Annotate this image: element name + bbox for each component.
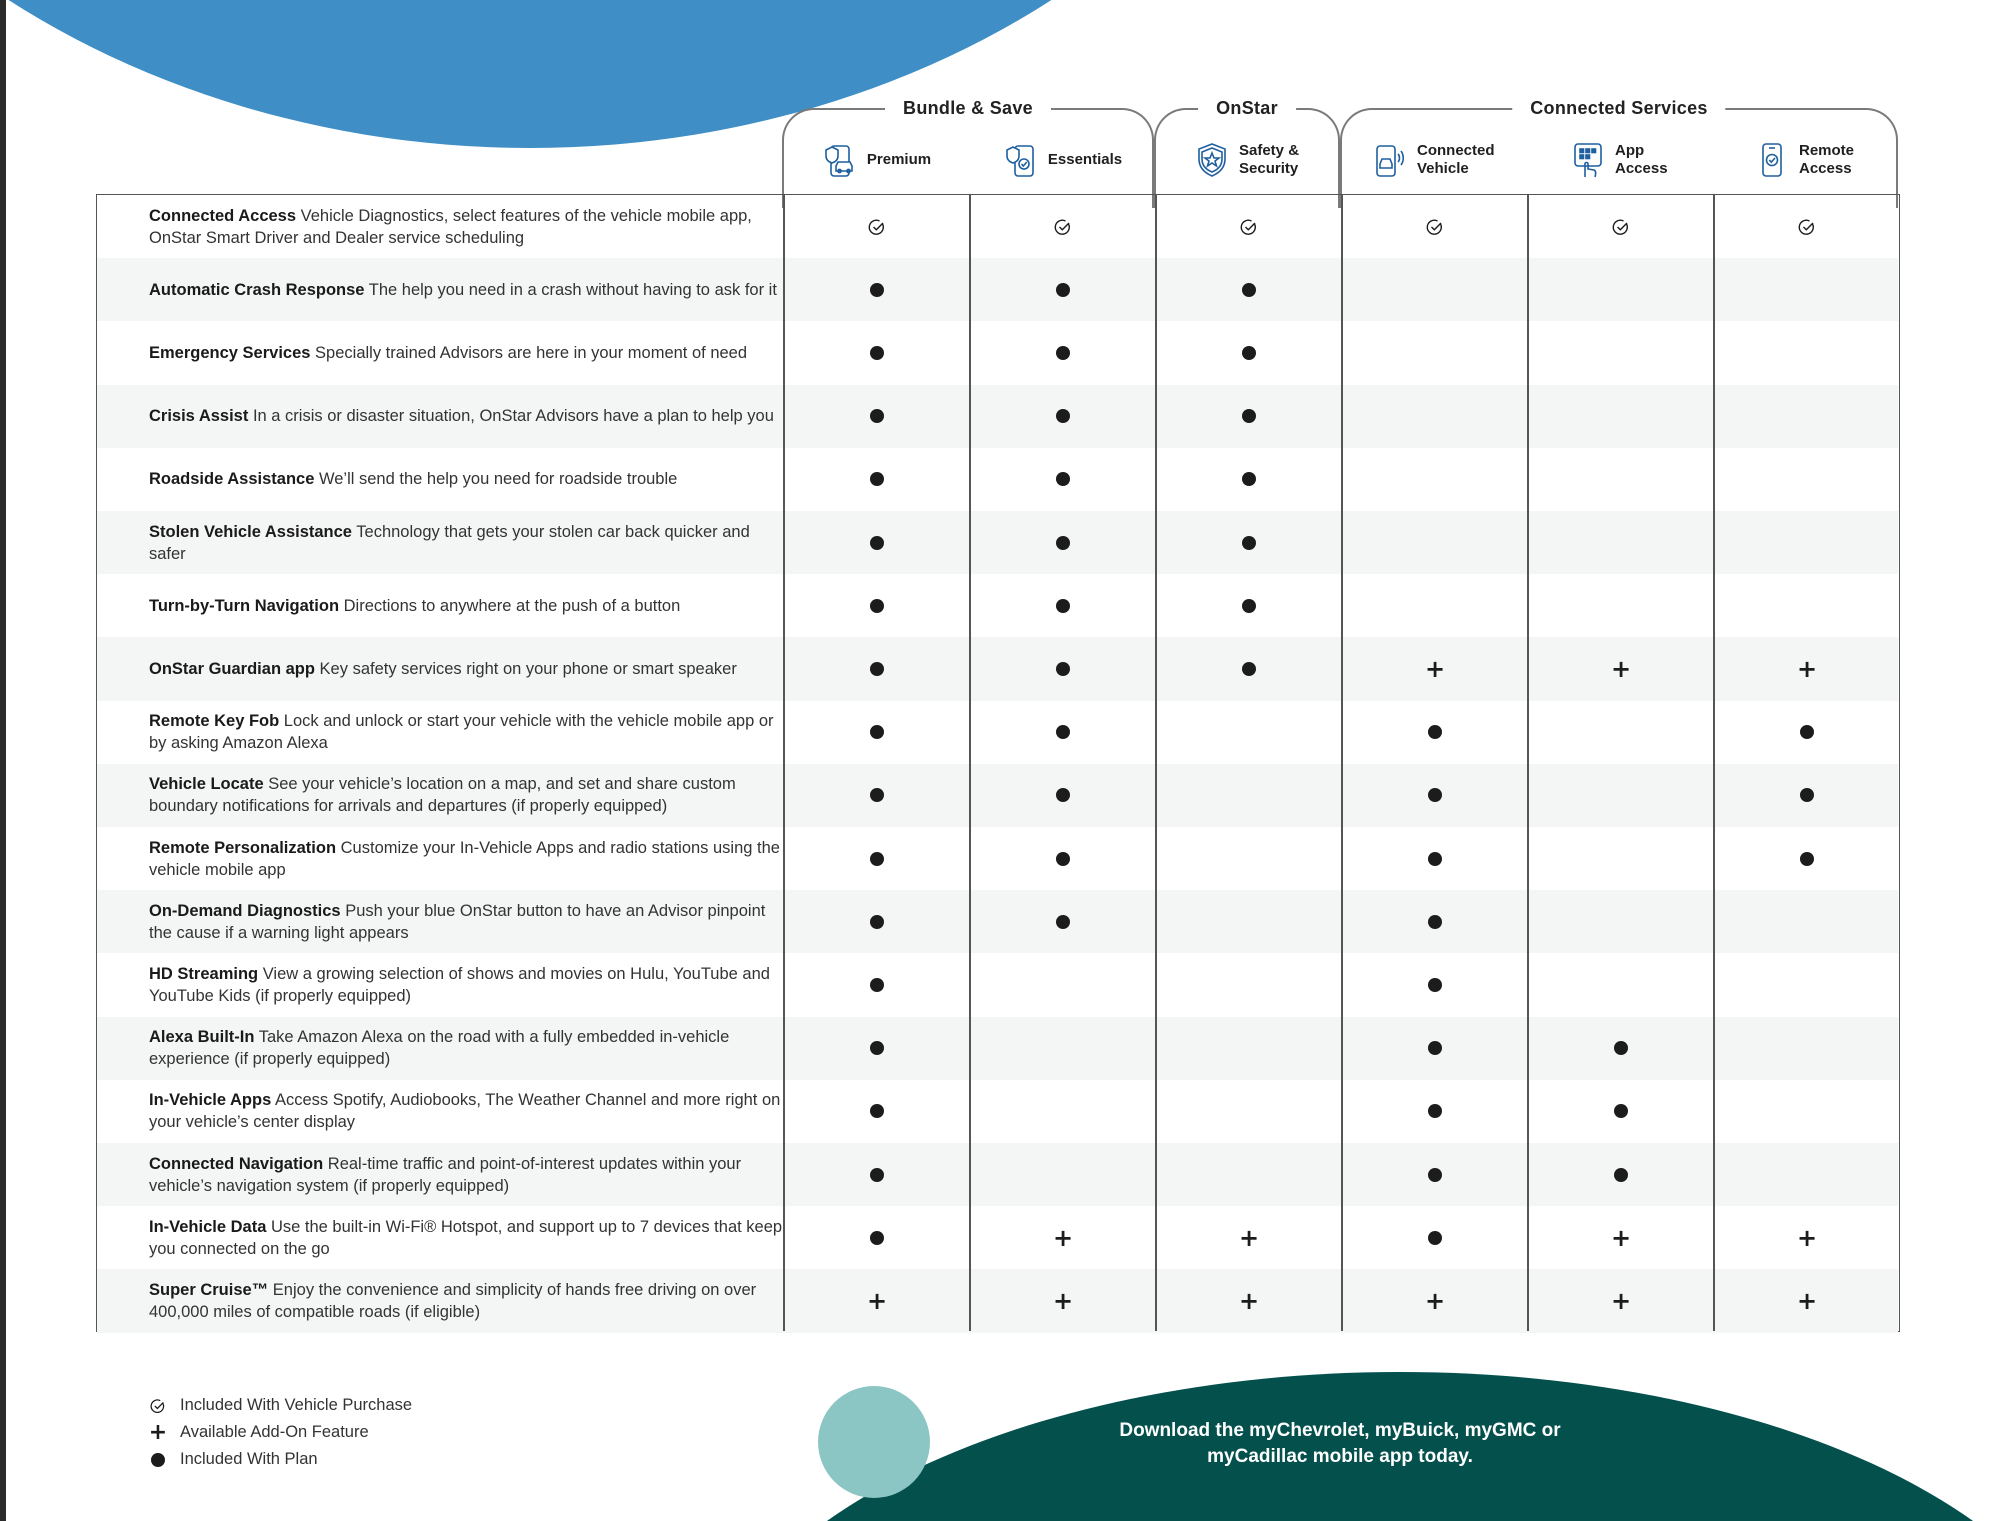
- table-row: [97, 1206, 1898, 1269]
- dot-icon: [870, 1168, 884, 1182]
- table-row: [97, 1143, 1898, 1206]
- circle-check-icon: [1612, 218, 1630, 236]
- table-cell: [1342, 1143, 1528, 1206]
- plus-icon: +: [1796, 1286, 1818, 1315]
- dot-icon: [870, 1231, 884, 1245]
- table-row: [97, 574, 1898, 637]
- feature-detail: Directions to anywhere at the push of a button: [343, 596, 681, 615]
- dot-icon: [1428, 1168, 1442, 1182]
- table-row: [97, 1269, 1898, 1332]
- table-row: [97, 1017, 1898, 1080]
- plan-header-app-access: [1528, 132, 1714, 188]
- table-cell: [1528, 890, 1714, 953]
- table-row: [97, 511, 1898, 574]
- table-cell: [1714, 574, 1900, 637]
- dot-icon: [1056, 409, 1070, 423]
- feature-description: [149, 658, 789, 680]
- feature-name: Turn-by-Turn Navigation: [149, 596, 340, 615]
- table-cell: [1342, 827, 1528, 890]
- plan-label: Connected Vehicle: [1417, 142, 1495, 177]
- table-row: [97, 953, 1898, 1016]
- feature-description: [149, 1216, 789, 1260]
- feature-name: In-Vehicle Apps: [149, 1091, 272, 1110]
- group-title: OnStar: [1198, 98, 1296, 119]
- feature-detail: View a growing selection of shows and movies on Hulu, YouTube and YouTube Kids (if properly equipped): [149, 964, 770, 1005]
- table-cell: [970, 1017, 1156, 1080]
- plan-label: Premium: [866, 151, 932, 168]
- table-cell: [1528, 321, 1714, 384]
- dot-icon: [1056, 915, 1070, 929]
- table-cell: [1342, 1269, 1528, 1332]
- plus-icon: +: [1238, 1286, 1260, 1315]
- dot-icon: [870, 283, 884, 297]
- group-title: Connected Services: [1512, 98, 1725, 119]
- column-divider: [1155, 195, 1157, 1331]
- feature-description: [149, 279, 789, 301]
- plan-header-safety-security: [1156, 132, 1342, 188]
- table-row: [97, 890, 1898, 953]
- table-cell: [1342, 890, 1528, 953]
- table-cell: [970, 1143, 1156, 1206]
- table-cell: [1528, 385, 1714, 448]
- feature-name: Vehicle Locate: [149, 775, 264, 794]
- table-cell: [970, 258, 1156, 321]
- decorative-teal-circle: [818, 1386, 930, 1498]
- table-cell: [1528, 1206, 1714, 1269]
- table-cell: [1528, 637, 1714, 700]
- star-shield-icon: [1195, 140, 1229, 180]
- legend-label: Included With Vehicle Purchase: [180, 1396, 413, 1414]
- dot-icon: [1428, 915, 1442, 929]
- dot-icon: [1800, 852, 1814, 866]
- table-cell: [1156, 764, 1342, 827]
- feature-description: [149, 1089, 789, 1133]
- table-cell: [1714, 764, 1900, 827]
- legend: [150, 1392, 412, 1473]
- table-row: [97, 385, 1898, 448]
- dot-icon: [1242, 346, 1256, 360]
- phone-check-icon: [1755, 140, 1789, 180]
- dot-icon: [1428, 1231, 1442, 1245]
- circle-check-icon: [1240, 218, 1258, 236]
- table-cell: [970, 574, 1156, 637]
- feature-name: Emergency Services: [149, 343, 311, 362]
- dot-icon: [870, 536, 884, 550]
- table-cell: [1342, 574, 1528, 637]
- feature-description: [149, 521, 789, 565]
- table-cell: [1342, 448, 1528, 511]
- dot-icon: [870, 662, 884, 676]
- feature-detail: Customize your In-Vehicle Apps and radio stations using the vehicle mobile app: [149, 838, 780, 879]
- feature-name: Crisis Assist: [149, 407, 249, 426]
- table-cell: [970, 701, 1156, 764]
- dot-icon: [1056, 788, 1070, 802]
- dot-icon: [870, 978, 884, 992]
- table-cell: [1156, 1017, 1342, 1080]
- plus-icon: +: [1424, 1286, 1446, 1315]
- circle-check-icon: [150, 1397, 166, 1415]
- table-cell: [1714, 448, 1900, 511]
- table-cell: [1528, 195, 1714, 258]
- dot-icon: [151, 1453, 165, 1467]
- dot-icon: [1056, 852, 1070, 866]
- table-cell: [1714, 701, 1900, 764]
- page-edge: [0, 0, 6, 1521]
- table-cell: [1342, 1080, 1528, 1143]
- feature-description: [149, 837, 789, 881]
- table-cell: [1528, 1269, 1714, 1332]
- dot-icon: [870, 725, 884, 739]
- dot-icon: [1800, 788, 1814, 802]
- dot-icon: [1614, 1041, 1628, 1055]
- feature-description: [149, 405, 789, 427]
- plus-icon: +: [148, 1419, 168, 1445]
- table-cell: [1714, 195, 1900, 258]
- legend-label: Included With Plan: [180, 1450, 318, 1468]
- feature-detail: We’ll send the help you need for roadside trouble: [318, 470, 678, 489]
- phone-car-signal-icon: [1373, 140, 1407, 180]
- table-cell: [1156, 385, 1342, 448]
- table-cell: [1528, 953, 1714, 1016]
- table-cell: [970, 195, 1156, 258]
- table-cell: [1156, 953, 1342, 1016]
- table-cell: [970, 890, 1156, 953]
- plus-icon: +: [1424, 654, 1446, 683]
- feature-name: Super Cruise™: [149, 1280, 269, 1299]
- feature-name: In-Vehicle Data: [149, 1217, 267, 1236]
- table-cell: [784, 890, 970, 953]
- table-cell: [1714, 890, 1900, 953]
- table-cell: [1342, 637, 1528, 700]
- column-divider: [1527, 195, 1529, 1331]
- app-grid-hand-icon: [1571, 140, 1605, 180]
- dot-icon: [870, 1104, 884, 1118]
- table-cell: [1714, 511, 1900, 574]
- plan-label: Safety & Security: [1239, 142, 1300, 177]
- table-cell: [784, 1269, 970, 1332]
- plus-icon: +: [1610, 1223, 1632, 1252]
- table-cell: [1156, 1080, 1342, 1143]
- feature-description: [149, 342, 789, 364]
- table-cell: [970, 953, 1156, 1016]
- table-row: [97, 701, 1898, 764]
- table-row: [97, 1080, 1898, 1143]
- plan-label: Essentials: [1047, 151, 1123, 168]
- plan-header-premium: [784, 132, 970, 188]
- table-cell: [784, 953, 970, 1016]
- circle-check-icon: [1054, 218, 1072, 236]
- feature-name: Remote Key Fob: [149, 712, 280, 731]
- feature-detail: Vehicle Diagnostics, select features of the vehicle mobile app, OnStar Smart Driver and Dealer service scheduling: [149, 206, 752, 247]
- table-cell: [784, 511, 970, 574]
- table-cell: [784, 764, 970, 827]
- dot-icon: [1428, 725, 1442, 739]
- table-row: [97, 827, 1898, 890]
- table-row: [97, 764, 1898, 827]
- table-cell: [970, 448, 1156, 511]
- table-cell: [1714, 827, 1900, 890]
- plus-icon: +: [1052, 1223, 1074, 1252]
- plan-header-remote-access: [1714, 132, 1900, 188]
- table-cell: [1156, 574, 1342, 637]
- dot-icon: [870, 472, 884, 486]
- table-cell: [1342, 511, 1528, 574]
- feature-detail: See your vehicle’s location on a map, and set and share custom boundary notifications for arrivals and departures (if properly equipped): [149, 775, 736, 816]
- table-cell: [1156, 321, 1342, 384]
- table-cell: [1714, 1206, 1900, 1269]
- table-cell: [1156, 1206, 1342, 1269]
- feature-name: OnStar Guardian app: [149, 659, 315, 678]
- table-cell: [1342, 953, 1528, 1016]
- table-cell: [784, 448, 970, 511]
- table-cell: [1528, 827, 1714, 890]
- download-app-cta: Download the myChevrolet, myBuick, myGMC or myCadillac mobile app today.: [1119, 1420, 1561, 1467]
- dot-icon: [1428, 1104, 1442, 1118]
- feature-comparison-table: [96, 194, 1900, 1332]
- table-cell: [970, 764, 1156, 827]
- table-cell: [1714, 321, 1900, 384]
- table-cell: [784, 321, 970, 384]
- feature-name: Stolen Vehicle Assistance: [149, 522, 352, 541]
- table-cell: [1528, 701, 1714, 764]
- feature-description: [149, 1153, 789, 1197]
- legend-label: Available Add-On Feature: [180, 1423, 369, 1441]
- table-cell: [1714, 1080, 1900, 1143]
- table-cell: [1528, 764, 1714, 827]
- table-cell: [970, 1080, 1156, 1143]
- table-cell: [1342, 701, 1528, 764]
- feature-detail: Technology that gets your stolen car back quicker and safer: [149, 522, 750, 563]
- dot-icon: [1428, 852, 1442, 866]
- table-cell: [1156, 827, 1342, 890]
- table-cell: [784, 1017, 970, 1080]
- car-shield-phone-icon: [823, 140, 857, 180]
- table-cell: [1342, 1206, 1528, 1269]
- table-cell: [1156, 701, 1342, 764]
- table-cell: [1156, 1143, 1342, 1206]
- feature-detail: Specially trained Advisors are here in your moment of need: [315, 343, 748, 362]
- dot-icon: [1056, 662, 1070, 676]
- table-cell: [1156, 195, 1342, 258]
- plus-icon: +: [1796, 654, 1818, 683]
- dot-icon: [1056, 346, 1070, 360]
- feature-description: [149, 595, 789, 617]
- feature-description: [149, 900, 789, 944]
- table-cell: [970, 1269, 1156, 1332]
- dot-icon: [1242, 283, 1256, 297]
- table-cell: [1342, 258, 1528, 321]
- table-cell: [1714, 953, 1900, 1016]
- feature-detail: Lock and unlock or start your vehicle with the vehicle mobile app or by asking Amazon Alexa: [149, 712, 774, 753]
- circle-check-icon: [868, 218, 886, 236]
- feature-name: Remote Personalization: [149, 838, 337, 857]
- table-cell: [1528, 511, 1714, 574]
- feature-detail: Key safety services right on your phone or smart speaker: [319, 659, 737, 678]
- table-cell: [1342, 764, 1528, 827]
- table-cell: [970, 827, 1156, 890]
- group-title: Bundle & Save: [885, 98, 1051, 119]
- column-divider: [783, 195, 785, 1331]
- table-cell: [1156, 511, 1342, 574]
- dot-icon: [870, 1041, 884, 1055]
- table-cell: [970, 637, 1156, 700]
- shield-phone-icon: [1004, 140, 1038, 180]
- feature-description: [149, 963, 789, 1007]
- feature-description: [149, 773, 789, 817]
- table-cell: [1156, 890, 1342, 953]
- feature-name: Automatic Crash Response: [149, 280, 365, 299]
- column-divider: [1713, 195, 1715, 1331]
- table-cell: [784, 385, 970, 448]
- table-cell: [784, 701, 970, 764]
- feature-detail: Push your blue OnStar button to have an Advisor pinpoint the cause if a warning light appears: [149, 901, 766, 942]
- table-cell: [1714, 385, 1900, 448]
- legend-item-included-vehicle: [150, 1392, 412, 1419]
- feature-detail: Take Amazon Alexa on the road with a fully embedded in-vehicle experience (if properly equipped): [149, 1028, 730, 1069]
- feature-detail: Real-time traffic and point-of-interest updates within your vehicle’s navigation system (if properly equipped): [149, 1154, 742, 1195]
- dot-icon: [1056, 599, 1070, 613]
- dot-icon: [1056, 536, 1070, 550]
- legend-item-add-on: [150, 1419, 412, 1446]
- table-cell: [1714, 258, 1900, 321]
- table-cell: [1714, 1269, 1900, 1332]
- plan-label: Remote Access: [1799, 142, 1855, 177]
- feature-detail: In a crisis or disaster situation, OnStar Advisors have a plan to help you: [252, 407, 774, 426]
- table-row: [97, 321, 1898, 384]
- plus-icon: +: [1238, 1223, 1260, 1252]
- table-cell: [1528, 1017, 1714, 1080]
- table-cell: [784, 827, 970, 890]
- table-cell: [970, 511, 1156, 574]
- dot-icon: [870, 346, 884, 360]
- table-cell: [1156, 448, 1342, 511]
- feature-name: Connected Navigation: [149, 1154, 324, 1173]
- plus-icon: +: [1610, 654, 1632, 683]
- table-cell: [784, 1143, 970, 1206]
- table-cell: [1714, 1143, 1900, 1206]
- feature-detail: Use the built-in Wi-Fi® Hotspot, and support up to 7 devices that keep you connected on the go: [149, 1217, 783, 1258]
- dot-icon: [1242, 599, 1256, 613]
- dot-icon: [870, 852, 884, 866]
- dot-icon: [1056, 283, 1070, 297]
- table-cell: [784, 258, 970, 321]
- dot-icon: [1428, 978, 1442, 992]
- plan-label: App Access: [1615, 142, 1668, 177]
- table-cell: [784, 195, 970, 258]
- table-cell: [1714, 1017, 1900, 1080]
- table-cell: [1342, 385, 1528, 448]
- plan-header-connected-vehicle: [1342, 132, 1528, 188]
- dot-icon: [870, 915, 884, 929]
- feature-description: [149, 710, 789, 754]
- table-cell: [1528, 1080, 1714, 1143]
- plan-header-essentials: [970, 132, 1156, 188]
- dot-icon: [1800, 725, 1814, 739]
- table-row: [97, 258, 1898, 321]
- plus-icon: +: [866, 1286, 888, 1315]
- dot-icon: [870, 788, 884, 802]
- table-cell: [1156, 1269, 1342, 1332]
- legend-item-included-plan: [150, 1446, 412, 1473]
- dot-icon: [1614, 1168, 1628, 1182]
- table-cell: [1342, 1017, 1528, 1080]
- column-divider: [969, 195, 971, 1331]
- feature-description: [149, 1279, 789, 1323]
- dot-icon: [1056, 725, 1070, 739]
- plus-icon: +: [1796, 1223, 1818, 1252]
- dot-icon: [870, 599, 884, 613]
- table-cell: [970, 1206, 1156, 1269]
- table-row: [97, 448, 1898, 511]
- dot-icon: [870, 409, 884, 423]
- table-cell: [784, 637, 970, 700]
- feature-description: [149, 468, 789, 490]
- table-row: [97, 637, 1898, 700]
- table-cell: [1528, 258, 1714, 321]
- feature-name: Connected Access: [149, 206, 297, 225]
- table-cell: [784, 1206, 970, 1269]
- plus-icon: +: [1610, 1286, 1632, 1315]
- circle-check-icon: [1426, 218, 1444, 236]
- feature-name: Alexa Built-In: [149, 1028, 255, 1047]
- column-divider: [1341, 195, 1343, 1331]
- dot-icon: [1614, 1104, 1628, 1118]
- feature-name: HD Streaming: [149, 964, 259, 983]
- dot-icon: [1242, 472, 1256, 486]
- dot-icon: [1242, 662, 1256, 676]
- dot-icon: [1242, 409, 1256, 423]
- table-cell: [1342, 321, 1528, 384]
- table-cell: [1342, 195, 1528, 258]
- table-cell: [970, 321, 1156, 384]
- feature-detail: The help you need in a crash without having to ask for it: [368, 280, 777, 299]
- dot-icon: [1056, 472, 1070, 486]
- dot-icon: [1428, 788, 1442, 802]
- feature-description: [149, 205, 789, 249]
- circle-check-icon: [1798, 218, 1816, 236]
- table-row: [97, 195, 1898, 258]
- feature-name: Roadside Assistance: [149, 470, 315, 489]
- table-cell: [1528, 574, 1714, 637]
- feature-detail: Enjoy the convenience and simplicity of hands free driving on over 400,000 miles of compatible roads (if eligible): [149, 1280, 757, 1321]
- feature-description: [149, 1026, 789, 1070]
- dot-icon: [1428, 1041, 1442, 1055]
- table-cell: [1156, 258, 1342, 321]
- table-cell: [1528, 448, 1714, 511]
- dot-icon: [1242, 536, 1256, 550]
- table-cell: [1528, 1143, 1714, 1206]
- feature-detail: Access Spotify, Audiobooks, The Weather Channel and more right on your vehicle’s center display: [149, 1091, 781, 1132]
- table-cell: [970, 385, 1156, 448]
- table-cell: [1156, 637, 1342, 700]
- table-cell: [784, 574, 970, 637]
- table-cell: [1714, 637, 1900, 700]
- plus-icon: +: [1052, 1286, 1074, 1315]
- feature-name: On-Demand Diagnostics: [149, 901, 341, 920]
- table-cell: [784, 1080, 970, 1143]
